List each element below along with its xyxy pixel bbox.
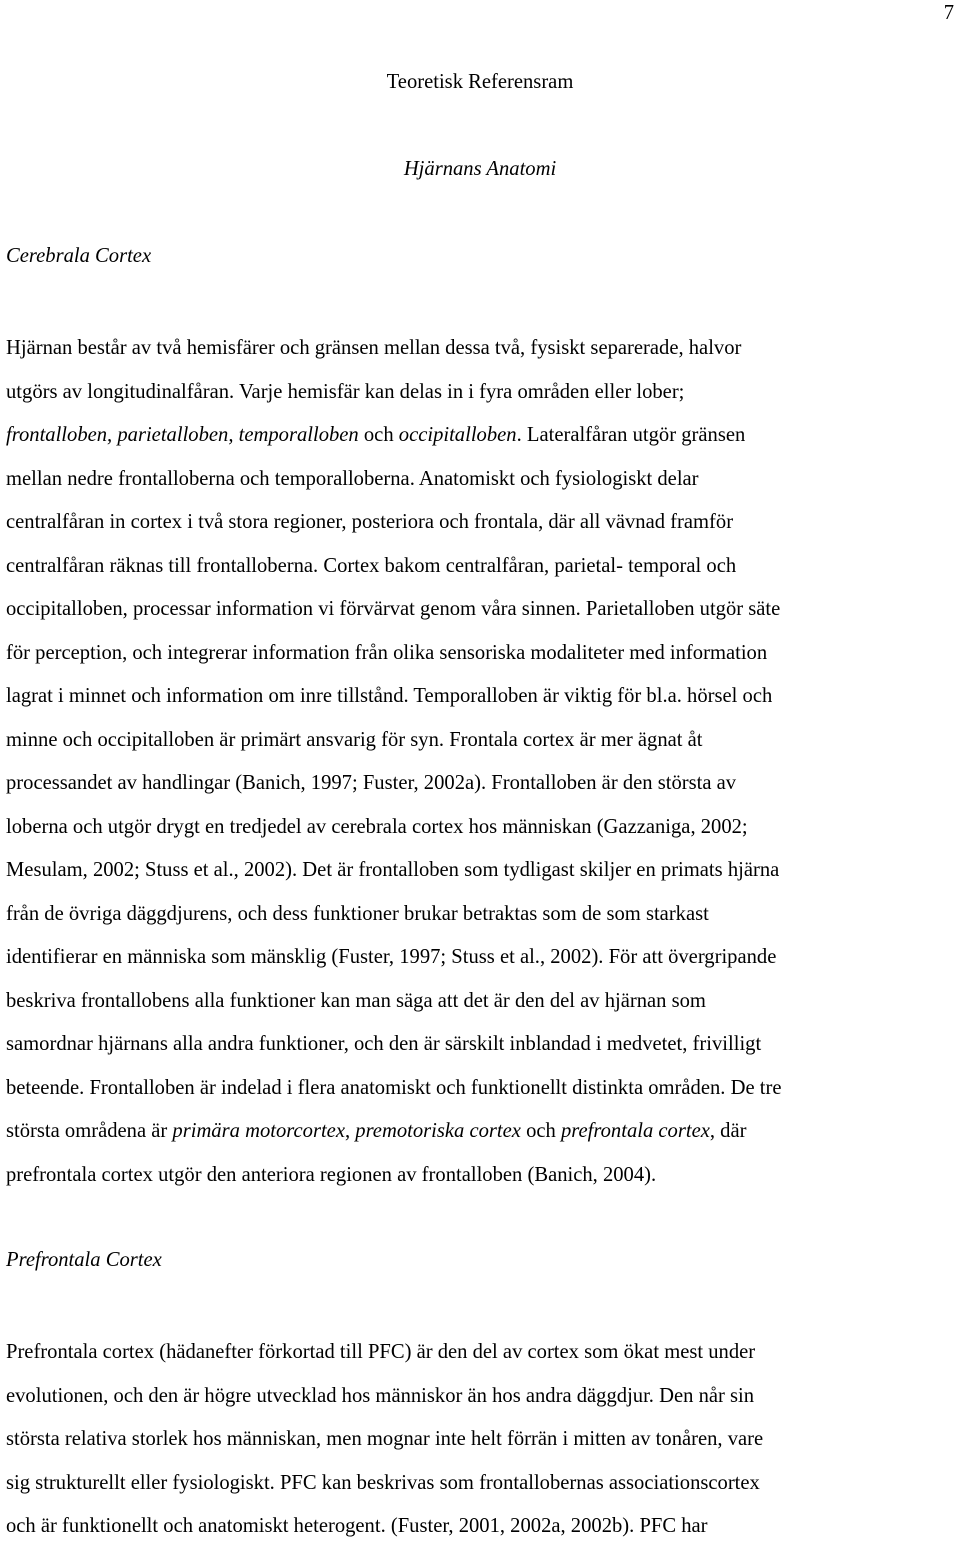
- text-line: prefrontala cortex utgör den anteriora regionen av frontalloben (Banich, 2004).: [6, 1163, 657, 1186]
- text-line: frontalloben, parietalloben, temporalloben och occipitalloben. Lateralfåran utgör gränsen: [6, 424, 746, 446]
- text-line: lagrat i minnet och information om inre tillstånd. Temporalloben är viktig för bl.a. hörsel och: [6, 685, 773, 707]
- text-line: occipitalloben, processar information vi förvärvat genom våra sinnen. Parietalloben utgör säte: [6, 598, 781, 620]
- paragraph-prefrontala-cortex: [6, 1331, 956, 1549]
- section-heading-cerebrala-cortex: Cerebrala Cortex: [6, 245, 152, 267]
- text-line: centralfåran in cortex i två stora regioner, posteriora och frontala, där all vävnad framför: [6, 511, 734, 533]
- text-line: identifierar en människa som mänsklig (Fuster, 1997; Stuss et al., 2002). För att övergripande: [6, 946, 777, 968]
- text-line: största relativa storlek hos människan, men mognar inte helt förrän i mitten av tonåren, vare: [6, 1428, 764, 1450]
- document-subtitle: Hjärnans Anatomi: [403, 158, 557, 180]
- text-line: sig strukturellt eller fysiologiskt. PFC kan beskrivas som frontallobernas associationscortex: [6, 1471, 760, 1494]
- text-line: största områdena är primära motorcortex, premotoriska cortex och prefrontala cortex, där: [6, 1120, 747, 1142]
- text-line: Mesulam, 2002; Stuss et al., 2002). Det är frontalloben som tydligast skiljer en primats hjärna: [6, 859, 780, 881]
- text-line: loberna och utgör drygt en tredjedel av cerebrala cortex hos människan (Gazzaniga, 2002;: [6, 815, 748, 838]
- page-number: 7: [943, 2, 954, 24]
- text-line: och är funktionellt och anatomiskt heterogent. (Fuster, 2001, 2002a, 2002b). PFC har: [6, 1515, 708, 1537]
- text-line: för perception, och integrerar information från olika sensoriska modaliteter med information: [6, 641, 768, 664]
- document-title: Teoretisk Referensram: [386, 71, 574, 93]
- section-heading-prefrontala-cortex: Prefrontala Cortex: [6, 1249, 162, 1271]
- text-line: evolutionen, och den är högre utvecklad hos människor än hos andra däggdjur. Den når sin: [6, 1384, 755, 1407]
- text-line: mellan nedre frontalloberna och temporalloberna. Anatomiskt och fysiologiskt delar: [6, 467, 699, 490]
- text-line: beteende. Frontalloben är indelad i flera anatomiskt och funktionellt distinkta områden. De tre: [6, 1076, 782, 1099]
- text-line: beskriva frontallobens alla funktioner kan man säga att det är den del av hjärnan som: [6, 989, 706, 1012]
- text-line: samordnar hjärnans alla andra funktioner, och den är särskilt inblandad i medvetet, frivilligt: [6, 1033, 762, 1055]
- text-line: processandet av handlingar (Banich, 1997; Fuster, 2002a). Frontalloben är den största av: [6, 772, 737, 794]
- text-line: minne och occipitalloben är primärt ansvarig för syn. Frontala cortex är mer ägnat åt: [6, 728, 703, 751]
- text-line: centralfåran räknas till frontalloberna. Cortex bakom centralfåran, parietal- temporal och: [6, 554, 737, 577]
- text-line: Hjärnan består av två hemisfärer och gränsen mellan dessa två, fysiskt separerade, halvor: [6, 337, 742, 359]
- paragraph-cerebrala-cortex: [6, 327, 956, 1197]
- text-line: från de övriga däggdjurens, och dess funktioner brukar betraktas som de som starkast: [6, 902, 709, 925]
- text-line: Prefrontala cortex (hädanefter förkortad till PFC) är den del av cortex som ökat mest under: [6, 1341, 756, 1363]
- text-line: utgörs av longitudinalfåran. Varje hemisfär kan delas in i fyra områden eller lober;: [6, 380, 685, 403]
